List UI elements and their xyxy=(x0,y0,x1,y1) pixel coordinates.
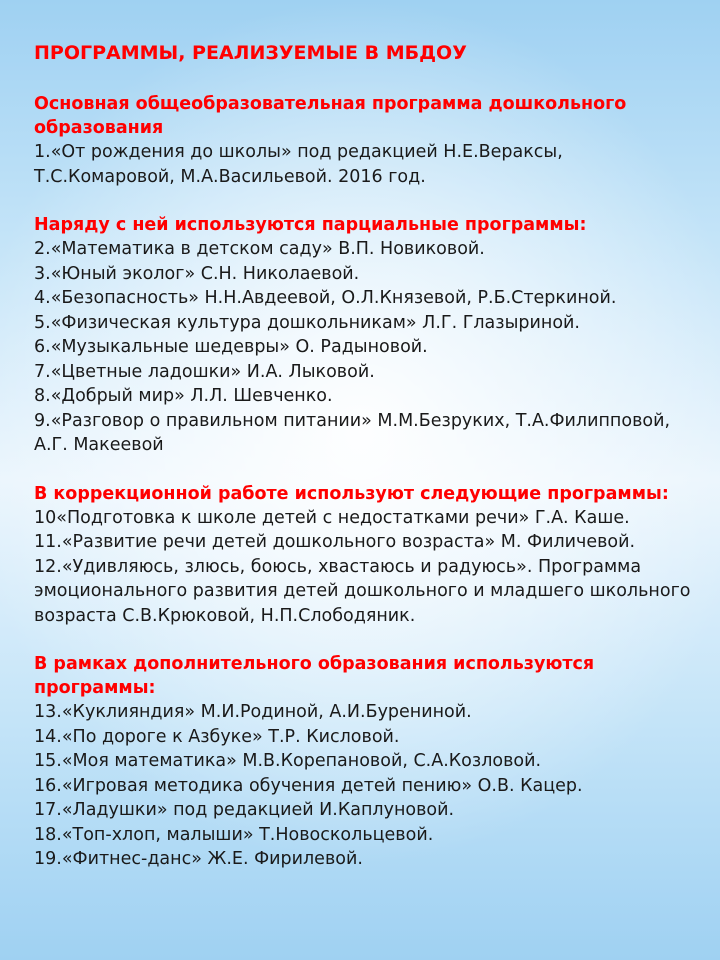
section-heading: В коррекционной работе используют следующие программы: xyxy=(34,483,669,504)
list-item: 19.«Фитнес-данс» Ж.Е. Фирилевой. xyxy=(34,849,363,869)
slide-content xyxy=(34,40,704,896)
list-item: 10«Подготовка к школе детей с недостатками речи» Г.А. Каше. xyxy=(34,507,630,528)
list-item: 15.«Моя математика» М.В.Корепановой, С.А.Козловой. xyxy=(34,751,542,771)
section-additional-programs xyxy=(34,652,704,872)
list-item: 1.«От рождения до школы» под редакцией Н.Е.Вераксы, Т.С.Комаровой, М.А.Васильевой. 2016 год. xyxy=(34,142,563,187)
section-main-program xyxy=(34,92,704,189)
list-item: 2.«Математика в детском саду» В.П. Новиковой. xyxy=(34,239,485,259)
list-item: 17.«Ладушки» под редакцией И.Каплуновой. xyxy=(34,800,455,820)
section-heading: В рамках дополнительного образования используются программы: xyxy=(34,654,595,698)
list-item: 5.«Физическая культура дошкольникам» Л.Г. Глазыриной. xyxy=(34,312,580,333)
list-item: 8.«Добрый мир» Л.Л. Шевченко. xyxy=(34,386,333,406)
section-heading: Основная общеобразовательная программа дошкольного образования xyxy=(34,94,627,138)
list-item: 3.«Юный эколог» С.Н. Николаевой. xyxy=(34,263,360,284)
list-item: 9.«Разговор о правильном питании» М.М.Безруких, Т.А.Филипповой, А.Г. Макеевой xyxy=(34,410,671,455)
section-heading: Наряду с ней используются парциальные программы: xyxy=(34,215,587,235)
page-title: ПРОГРАММЫ, РЕАЛИЗУЕМЫЕ В МБДОУ xyxy=(34,42,467,64)
list-item: 12.«Удивляюсь, злюсь, боюсь, хвастаюсь и радуюсь». Программа эмоционального развития детей дошкольного и младшего школьного возраста С.В.Крюковой, Н.П.Слободяник. xyxy=(34,556,691,626)
list-item: 7.«Цветные ладошки» И.А. Лыковой. xyxy=(34,361,375,382)
list-item: 6.«Музыкальные шедевры» О. Радыновой. xyxy=(34,337,428,357)
list-item: 18.«Топ-хлоп, малыши» Т.Новоскольцевой. xyxy=(34,824,434,845)
list-item: 13.«Куклияндия» М.И.Родиной, А.И.Бурениной. xyxy=(34,702,472,722)
section-correction-programs xyxy=(34,482,704,629)
list-item: 4.«Безопасность» Н.Н.Авдеевой, О.Л.Князевой, Р.Б.Стеркиной. xyxy=(34,288,617,308)
list-item: 14.«По дороге к Азбуке» Т.Р. Кисловой. xyxy=(34,726,400,747)
list-item: 11.«Развитие речи детей дошкольного возраста» М. Филичевой. xyxy=(34,532,636,552)
list-item: 16.«Игровая методика обучения детей пению» О.В. Кацер. xyxy=(34,775,583,796)
section-partial-programs xyxy=(34,213,704,458)
